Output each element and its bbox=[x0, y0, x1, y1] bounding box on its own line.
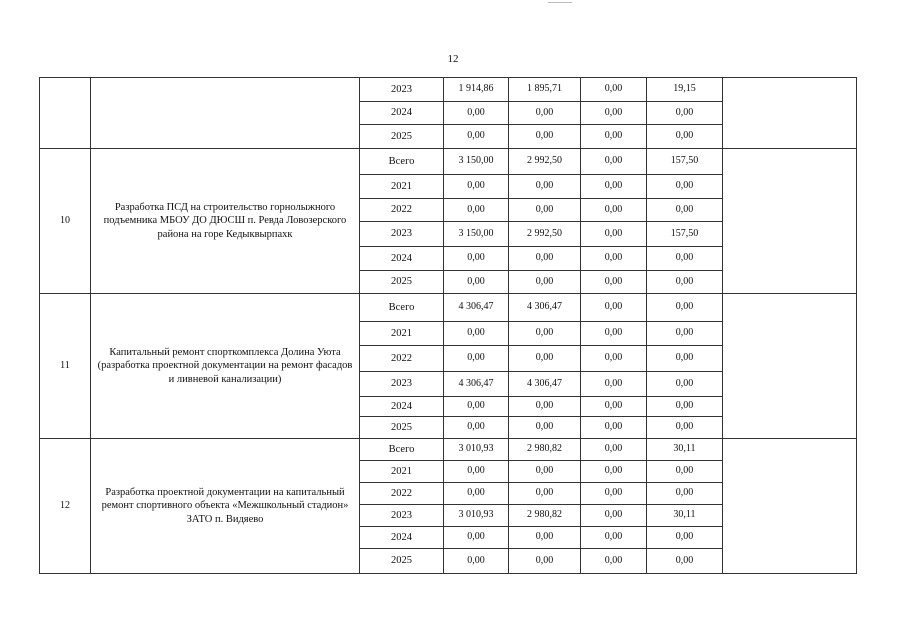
amount-cell: 2 992,50 bbox=[509, 149, 581, 175]
notes-cell bbox=[723, 439, 857, 574]
amount-cell: 0,00 bbox=[509, 346, 581, 372]
amount-cell: 0,00 bbox=[647, 125, 723, 149]
amount-cell: 0,00 bbox=[647, 175, 723, 199]
amount-cell: 3 150,00 bbox=[444, 222, 509, 247]
year-cell: 2021 bbox=[360, 322, 444, 346]
amount-cell: 0,00 bbox=[581, 294, 647, 322]
amount-cell: 0,00 bbox=[647, 483, 723, 505]
year-cell: 2024 bbox=[360, 247, 444, 271]
amount-cell: 0,00 bbox=[581, 417, 647, 439]
amount-cell: 4 306,47 bbox=[444, 372, 509, 397]
year-cell: Всего bbox=[360, 439, 444, 461]
amount-cell: 0,00 bbox=[647, 461, 723, 483]
item-number-cell: 10 bbox=[40, 149, 91, 294]
amount-cell: 0,00 bbox=[444, 175, 509, 199]
amount-cell: 0,00 bbox=[581, 527, 647, 549]
amount-cell: 2 992,50 bbox=[509, 222, 581, 247]
budget-table bbox=[39, 77, 857, 574]
table-row bbox=[40, 439, 857, 461]
year-cell: Всего bbox=[360, 149, 444, 175]
amount-cell: 0,00 bbox=[581, 199, 647, 222]
item-name-cell: Разработка проектной документации на капитальный ремонт спортивного объекта «Межшкольный стадион» ЗАТО п. Видяево bbox=[91, 439, 360, 574]
amount-cell: 0,00 bbox=[509, 417, 581, 439]
amount-cell: 0,00 bbox=[647, 322, 723, 346]
amount-cell: 0,00 bbox=[647, 271, 723, 294]
item-name-cell: Капитальный ремонт спорткомплекса Долина Уюта (разработка проектной документации на ремонт фасадов и ливневой канализации) bbox=[91, 294, 360, 439]
amount-cell: 0,00 bbox=[581, 78, 647, 102]
amount-cell: 0,00 bbox=[444, 271, 509, 294]
amount-cell: 0,00 bbox=[444, 346, 509, 372]
year-cell: 2021 bbox=[360, 175, 444, 199]
amount-cell: 4 306,47 bbox=[509, 372, 581, 397]
year-cell: 2024 bbox=[360, 527, 444, 549]
amount-cell: 0,00 bbox=[647, 549, 723, 574]
amount-cell: 0,00 bbox=[444, 461, 509, 483]
year-cell: 2024 bbox=[360, 397, 444, 417]
amount-cell: 0,00 bbox=[509, 271, 581, 294]
scan-mark bbox=[548, 2, 572, 3]
amount-cell: 0,00 bbox=[444, 549, 509, 574]
amount-cell: 0,00 bbox=[647, 417, 723, 439]
amount-cell: 0,00 bbox=[509, 199, 581, 222]
amount-cell: 1 914,86 bbox=[444, 78, 509, 102]
table-row bbox=[40, 149, 857, 175]
table-row bbox=[40, 294, 857, 322]
year-cell: 2022 bbox=[360, 346, 444, 372]
year-cell: 2025 bbox=[360, 549, 444, 574]
amount-cell: 0,00 bbox=[581, 149, 647, 175]
year-cell: Всего bbox=[360, 294, 444, 322]
amount-cell: 2 980,82 bbox=[509, 505, 581, 527]
notes-cell bbox=[723, 149, 857, 294]
amount-cell: 0,00 bbox=[581, 372, 647, 397]
amount-cell: 4 306,47 bbox=[509, 294, 581, 322]
amount-cell: 0,00 bbox=[647, 527, 723, 549]
amount-cell: 0,00 bbox=[581, 549, 647, 574]
amount-cell: 0,00 bbox=[647, 372, 723, 397]
amount-cell: 3 150,00 bbox=[444, 149, 509, 175]
amount-cell: 0,00 bbox=[444, 483, 509, 505]
amount-cell: 0,00 bbox=[509, 483, 581, 505]
year-cell: 2023 bbox=[360, 372, 444, 397]
amount-cell: 0,00 bbox=[509, 461, 581, 483]
table-body bbox=[40, 78, 857, 574]
amount-cell: 30,11 bbox=[647, 505, 723, 527]
item-number-cell: 11 bbox=[40, 294, 91, 439]
amount-cell: 0,00 bbox=[509, 549, 581, 574]
item-name-cell: Разработка ПСД на строительство горнолыжного подъемника МБОУ ДО ДЮСШ п. Ревда Ловозерского района на горе Кедыквырпахк bbox=[91, 149, 360, 294]
year-cell: 2023 bbox=[360, 222, 444, 247]
amount-cell: 0,00 bbox=[581, 439, 647, 461]
notes-cell bbox=[723, 294, 857, 439]
amount-cell: 157,50 bbox=[647, 222, 723, 247]
amount-cell: 0,00 bbox=[647, 346, 723, 372]
year-cell: 2022 bbox=[360, 199, 444, 222]
table-row bbox=[40, 78, 857, 102]
amount-cell: 4 306,47 bbox=[444, 294, 509, 322]
year-cell: 2021 bbox=[360, 461, 444, 483]
amount-cell: 157,50 bbox=[647, 149, 723, 175]
year-cell: 2025 bbox=[360, 417, 444, 439]
amount-cell: 0,00 bbox=[509, 397, 581, 417]
amount-cell: 0,00 bbox=[444, 322, 509, 346]
amount-cell: 2 980,82 bbox=[509, 439, 581, 461]
item-name-cell bbox=[91, 78, 360, 149]
amount-cell: 0,00 bbox=[647, 199, 723, 222]
item-number-cell: 12 bbox=[40, 439, 91, 574]
amount-cell: 0,00 bbox=[509, 125, 581, 149]
amount-cell: 0,00 bbox=[581, 461, 647, 483]
amount-cell: 0,00 bbox=[581, 222, 647, 247]
year-cell: 2025 bbox=[360, 271, 444, 294]
item-number-cell bbox=[40, 78, 91, 149]
amount-cell: 0,00 bbox=[581, 505, 647, 527]
amount-cell: 0,00 bbox=[581, 102, 647, 125]
amount-cell: 1 895,71 bbox=[509, 78, 581, 102]
year-cell: 2023 bbox=[360, 505, 444, 527]
amount-cell: 0,00 bbox=[647, 247, 723, 271]
year-cell: 2025 bbox=[360, 125, 444, 149]
year-cell: 2022 bbox=[360, 483, 444, 505]
amount-cell: 0,00 bbox=[444, 125, 509, 149]
amount-cell: 0,00 bbox=[581, 397, 647, 417]
amount-cell: 0,00 bbox=[509, 322, 581, 346]
amount-cell: 0,00 bbox=[581, 271, 647, 294]
amount-cell: 0,00 bbox=[647, 294, 723, 322]
amount-cell: 0,00 bbox=[581, 346, 647, 372]
amount-cell: 0,00 bbox=[509, 102, 581, 125]
year-cell: 2024 bbox=[360, 102, 444, 125]
amount-cell: 0,00 bbox=[444, 199, 509, 222]
amount-cell: 0,00 bbox=[509, 527, 581, 549]
amount-cell: 0,00 bbox=[444, 247, 509, 271]
amount-cell: 3 010,93 bbox=[444, 439, 509, 461]
amount-cell: 0,00 bbox=[581, 175, 647, 199]
amount-cell: 3 010,93 bbox=[444, 505, 509, 527]
amount-cell: 0,00 bbox=[509, 247, 581, 271]
amount-cell: 0,00 bbox=[509, 175, 581, 199]
amount-cell: 19,15 bbox=[647, 78, 723, 102]
amount-cell: 30,11 bbox=[647, 439, 723, 461]
amount-cell: 0,00 bbox=[647, 397, 723, 417]
amount-cell: 0,00 bbox=[647, 102, 723, 125]
amount-cell: 0,00 bbox=[444, 527, 509, 549]
amount-cell: 0,00 bbox=[444, 102, 509, 125]
page-number: 12 bbox=[447, 53, 459, 65]
amount-cell: 0,00 bbox=[581, 125, 647, 149]
amount-cell: 0,00 bbox=[581, 483, 647, 505]
notes-cell bbox=[723, 78, 857, 149]
amount-cell: 0,00 bbox=[444, 417, 509, 439]
amount-cell: 0,00 bbox=[581, 322, 647, 346]
amount-cell: 0,00 bbox=[581, 247, 647, 271]
amount-cell: 0,00 bbox=[444, 397, 509, 417]
year-cell: 2023 bbox=[360, 78, 444, 102]
